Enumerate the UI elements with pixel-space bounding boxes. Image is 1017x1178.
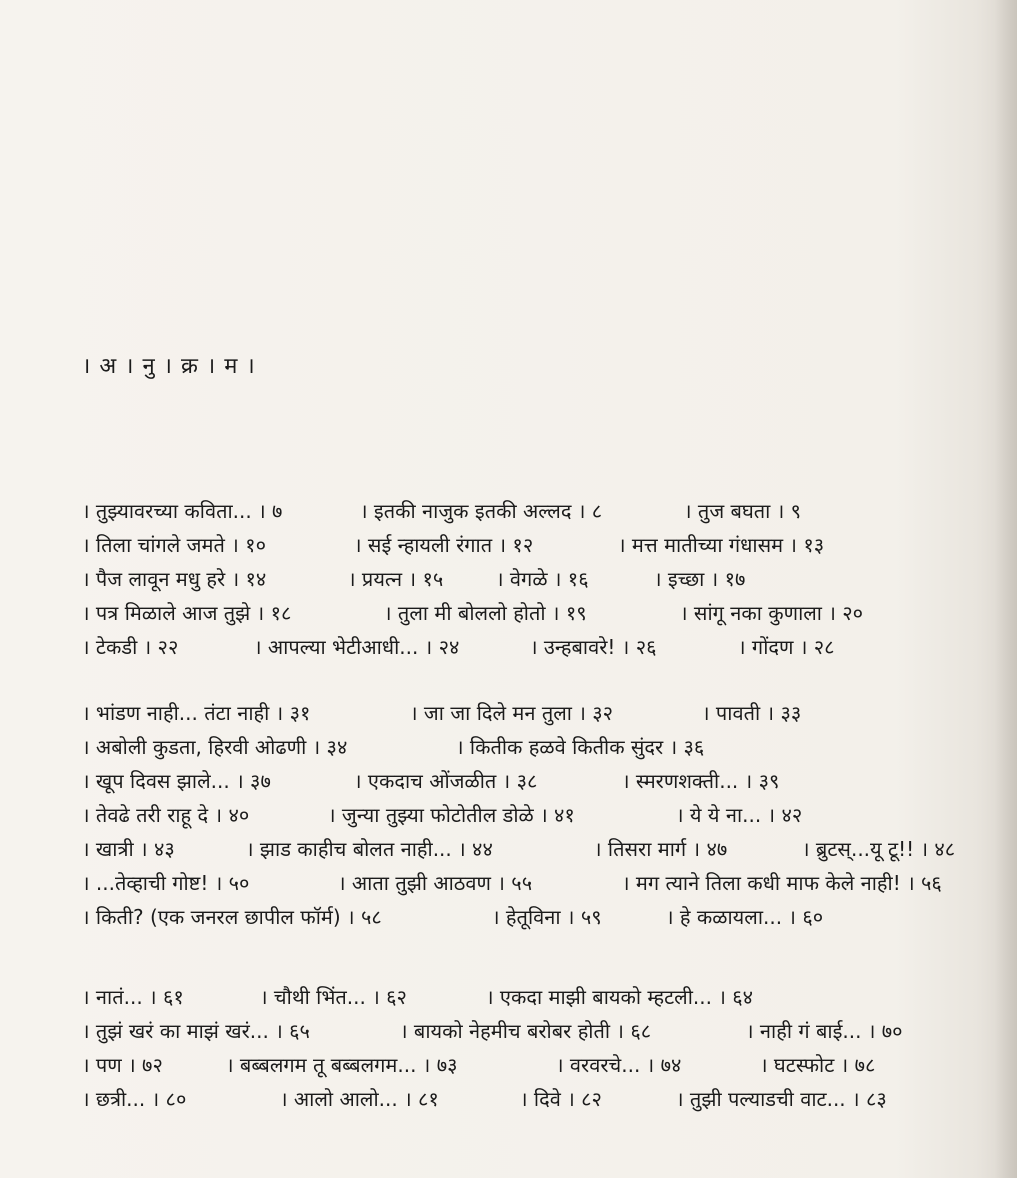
contents-entry: । पावती । ३३ [702,701,802,725]
contents-entry: । तुला मी बोललो होतो । १९ [384,601,587,625]
contents-entry: । पत्र मिळाले आज तुझे । १८ [82,601,292,625]
contents-entry: । नाही गं बाई... । ७० [746,1019,903,1043]
contents-entry: । मग त्याने तिला कधी माफ केले नाही! । ५६ [622,871,942,895]
contents-heading: । अ । नु । क्र । म । [82,354,256,379]
contents-entry: । दिवे । ८२ [520,1087,602,1111]
contents-entry: । बब्बलगम तू बब्बलगम... । ७३ [226,1053,458,1077]
contents-entry: । इच्छा । १७ [654,567,746,591]
contents-entry: । आलो आलो... । ८१ [280,1087,439,1111]
contents-entry: । सई न्हायली रंगात । १२ [354,533,534,557]
contents-entry: । स्मरणशक्ती... । ३९ [622,769,780,793]
contents-entry: । ये ये ना... । ४२ [676,803,803,827]
contents-entry: । बायको नेहमीच बरोबर होती । ६८ [400,1019,652,1043]
contents-entry: । मत्त मातीच्या गंधासम । १३ [618,533,825,557]
contents-entry: । टेकडी । २२ [82,635,179,659]
contents-entry: । तेवढे तरी राहू दे । ४० [82,803,250,827]
contents-entry: । तिला चांगले जमते । १० [82,533,266,557]
contents-entry: । आता तुझी आठवण । ५५ [338,871,533,895]
contents-entry: । गोंदण । २८ [738,635,835,659]
contents-entry: । झाड काहीच बोलत नाही... । ४४ [246,837,493,861]
contents-entry: । छत्री... । ८० [82,1087,187,1111]
contents-entry: । इतकी नाजुक इतकी अल्लद । ८ [360,499,603,523]
contents-entry: । खात्री । ४३ [82,837,175,861]
contents-entry: । ...तेव्हाची गोष्ट! । ५० [82,871,250,895]
contents-entry: । सांगू नका कुणाला । २० [680,601,864,625]
contents-entry: । जुन्या तुझ्या फोटोतील डोळे । ४१ [328,803,575,827]
contents-entry: । कितीक हळवे कितीक सुंदर । ३६ [456,735,705,759]
contents-entry: । तिसरा मार्ग । ४७ [594,837,728,861]
contents-entry: । चौथी भिंत... । ६२ [260,985,407,1009]
contents-entry: । एकदा माझी बायको म्हटली... । ६४ [486,985,754,1009]
contents-entry: । भांडण नाही... तंटा नाही । ३१ [82,701,311,725]
contents-entry: । एकदाच ओंजळीत । ३८ [354,769,538,793]
contents-entry: । आपल्या भेटीआधी... । २४ [254,635,460,659]
contents-entry: । तुझ्यावरच्या कविता... । ७ [82,499,283,523]
page-edge-shadow [995,0,1017,1178]
contents-entry: । वेगळे । १६ [496,567,589,591]
contents-entry: । किती? (एक जनरल छापील फॉर्म) । ५८ [82,905,382,929]
contents-entry: । नातं... । ६१ [82,985,184,1009]
contents-entry: । घटस्फोट । ७८ [760,1053,876,1077]
contents-entry: । तुझी पल्याडची वाट... । ८३ [676,1087,887,1111]
contents-entry: । अबोली कुडता, हिरवी ओढणी । ३४ [82,735,348,759]
contents-entry: । उन्हबावरे! । २६ [530,635,657,659]
contents-entry: । पैज लावून मधु हरे । १४ [82,567,267,591]
contents-entry: । प्रयत्न । १५ [348,567,444,591]
contents-entry: । ब्रुटस्...यू टू!! । ४८ [802,837,956,861]
contents-entry: । खूप दिवस झाले... । ३७ [82,769,271,793]
contents-entry: । तुझं खरं का माझं खरं... । ६५ [82,1019,310,1043]
contents-entry: । हेतूविना । ५९ [492,905,602,929]
contents-entry: । वरवरचे... । ७४ [556,1053,682,1077]
contents-entry: । हे कळायला... । ६० [666,905,824,929]
contents-entry: । तुज बघता । ९ [684,499,802,523]
contents-entry: । पण । ७२ [82,1053,163,1077]
contents-entry: । जा जा दिले मन तुला । ३२ [410,701,614,725]
